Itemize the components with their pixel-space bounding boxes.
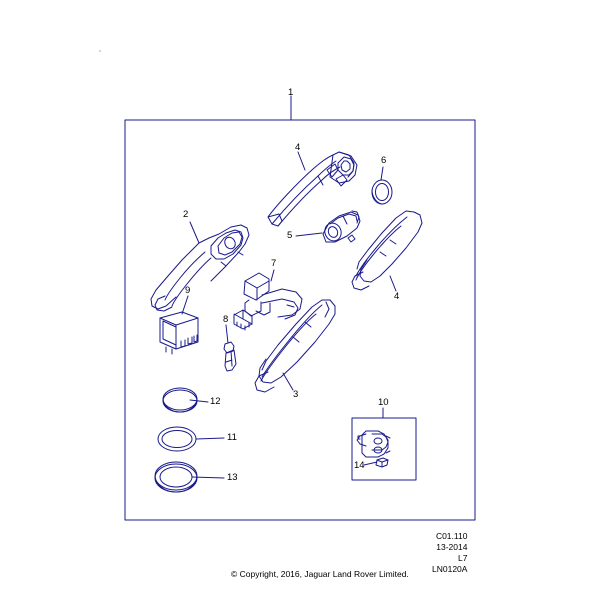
meta-line-date: 13-2014	[436, 542, 468, 552]
callout-10: 10	[378, 397, 389, 408]
callout-6: 6	[381, 155, 387, 166]
meta-line-drawing-id: LN0120A	[432, 564, 468, 574]
callout-5: 5	[287, 230, 293, 241]
callout-1: 1	[288, 87, 294, 98]
meta-line-model: L7	[457, 553, 468, 563]
callout-4-right: 4	[394, 291, 400, 302]
meta-line-catalog: C01.110	[435, 531, 468, 541]
callout-3: 3	[293, 389, 299, 400]
callout-4-top: 4	[295, 142, 301, 153]
callout-8: 8	[223, 314, 229, 325]
callout-12: 12	[210, 396, 221, 407]
callout-13: 13	[227, 472, 238, 483]
callout-2: 2	[183, 209, 189, 220]
callout-11: 11	[227, 432, 237, 443]
callout-9: 9	[185, 285, 191, 296]
copyright-notice: © Copyright, 2016, Jaguar Land Rover Limited.	[231, 569, 409, 579]
meta-block	[432, 531, 467, 575]
callout-7: 7	[271, 258, 277, 269]
callout-14: 14	[354, 460, 365, 471]
